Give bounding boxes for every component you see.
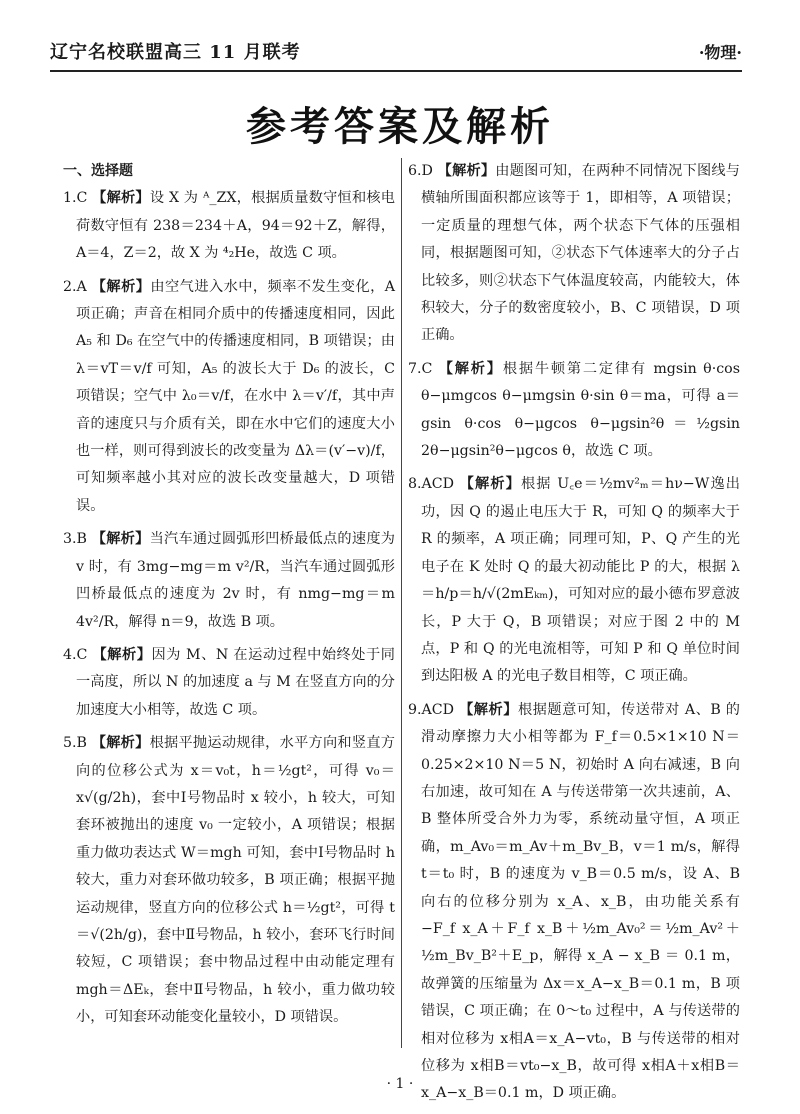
page-header bbox=[50, 30, 742, 72]
answer-item-8: 8.ACD 【解析】根据 U꜀e＝½mv²ₘ＝hν−W逸出功，因 Q 的遏止电压大于 R，可知 Q 的频率大于 R 的频率，A 项正确；同理可知，P、Q 产生的光电子在 K 处时 Q 的最大初动能比 P 的大，根据 λ＝h/p＝h/√(2mEₖₘ)，可知对应的最小德布罗意波长，P 大于 Q，B 项错误；对应于图 2 中的 M 点，P 和 Q 的光电流相等，可知 P 和 Q 单位时间到达阳极 A 的光电子数目相等，C 项正确。 bbox=[408, 476, 740, 685]
answer-item-6: 6.D 【解析】由题图可知，在两种不同情况下图线与横轴所围面积都应该等于 1，即相等，A 项错误；一定质量的理想气体，两个状态下气体的压强相同，根据题图可知，②状态下气体速率大的分子占比较多，则②状态下气体温度较高，内能较大，体积较大，分子的数密度较小，B、C 项错误，D 项正确。 bbox=[408, 163, 740, 344]
answer-item-5: 5.B 【解析】根据平抛运动规律，水平方向和竖直方向的位移公式为 x＝v₀t，h＝½gt²，可得 v₀＝x√(g/2h)，套中Ⅰ号物品时 x 较小，h 较大，可知套环被抛出的速度 v₀ 一定较小，A 项错误；根据重力做功表达式 W＝mgh 可知，套中Ⅰ号物品时 h 较大，重力对套环做功较多，B 项正确；根据平抛运动规律，竖直方向的位移公式 h＝½gt²，可得 t＝√(2h/g)，套中Ⅱ号物品，h 较小，套环飞行时间较短，C 项错误；套中物品过程中由动能定理有 mgh＝ΔEₖ，套中Ⅱ号物品，h 较小，重力做功较小，可知套环动能变化量较小，D 项错误。 bbox=[63, 735, 395, 1026]
answer-item-2: 2.A 【解析】由空气进入水中，频率不发生变化，A 项正确；声音在相同介质中的传播速度相同，因此 A₅ 和 D₆ 在空气中的传播速度相同，B 项错误；由 λ＝vT＝v/f 可知，A₅ 的波长大于 D₆ 的波长，C 项错误；空气中 λ₀＝v/f，在水中 λ＝v′/f，其中声音的速度只与介质有关，即在水中它们的速度大小也一样，则可得到波长的改变量为 Δλ＝(v′−v)/f，可知频率越小其对应的波长改变量越大，D 项错误。 bbox=[63, 278, 395, 514]
answer-item-3: 3.B 【解析】当汽车通过圆弧形凹桥最低点的速度为 v 时，有 3mg−mg＝m v²/R，当汽车通过圆弧形凹桥最低点的速度为 2v 时，有 nmg−mg＝m 4v²/R，解得 n＝9，故选 B 项。 bbox=[63, 531, 395, 630]
answer-item-9: 9.ACD 【解析】根据题意可知，传送带对 A、B 的滑动摩擦力大小相等都为 F_f＝0.5×1×10 N＝0.25×2×10 N＝5 N，初始时 A 向右减速，B 向右加速，故可知在 A 与传送带第一次共速前，A、B 整体所受合外力为零，系统动量守恒，A 项正确，m_Av₀＝m_Av＋m_Bv_B，v＝1 m/s，解得 t＝t₀ 时，B 的速度为 v_B＝0.5 m/s，设 A、B 向右的位移分别为 x_A、x_B，由功能关系有 −F_f x_A＋F_f x_B＋½m_Av₀²＝½m_Av²＋½m_Bv_B²＋E_p，解得 x_A − x_B ＝ 0.1 m，故弹簧的压缩量为 Δx＝x_A−x_B＝0.1 m，B 项错误，C 项正确；在 0～t₀ 过程中，A 与传送带的相对位移为 x相A＝x_A−vt₀，B 与传送带的相对位移为 x相B＝vt₀−x_B，故可得 x相A＋x相B＝x_A−x_B＝0.1 m，D 项正确。 bbox=[408, 701, 740, 1102]
answer-item-7: 7.C 【解析】根据牛顿第二定律有 mgsin θ·cos θ−μmgcos θ−μmgsin θ·sin θ＝ma，可得 a＝gsin θ·cos θ−μgcos θ−μgsin²θ＝½gsin 2θ−μgsin²θ−μgcos θ，故选 C 项。 bbox=[408, 360, 740, 460]
exam-name: 辽宁名校联盟高三 11 月联考 bbox=[50, 42, 301, 63]
right-column bbox=[408, 158, 740, 1114]
page-number: · 1 · bbox=[386, 1076, 414, 1092]
subject-label: ·物理· bbox=[698, 43, 742, 62]
page-title: 参考答案及解析 bbox=[246, 104, 554, 150]
column-divider bbox=[401, 158, 402, 1048]
section-heading: 一、选择题 bbox=[63, 163, 133, 179]
answer-item-4: 4.C 【解析】因为 M、N 在运动过程中始终处于同一高度，所以 N 的加速度 a 与 M 在竖直方向的分加速度大小相等，故选 C 项。 bbox=[63, 646, 395, 718]
left-column bbox=[63, 158, 395, 1038]
answer-item-1: 1.C 【解析】设 X 为 ᴬ_ZX，根据质量数守恒和核电荷数守恒有 238＝234＋A，94＝92＋Z，解得，A＝4，Z＝2，故 X 为 ⁴₂He，故选 C 项。 bbox=[63, 190, 395, 262]
